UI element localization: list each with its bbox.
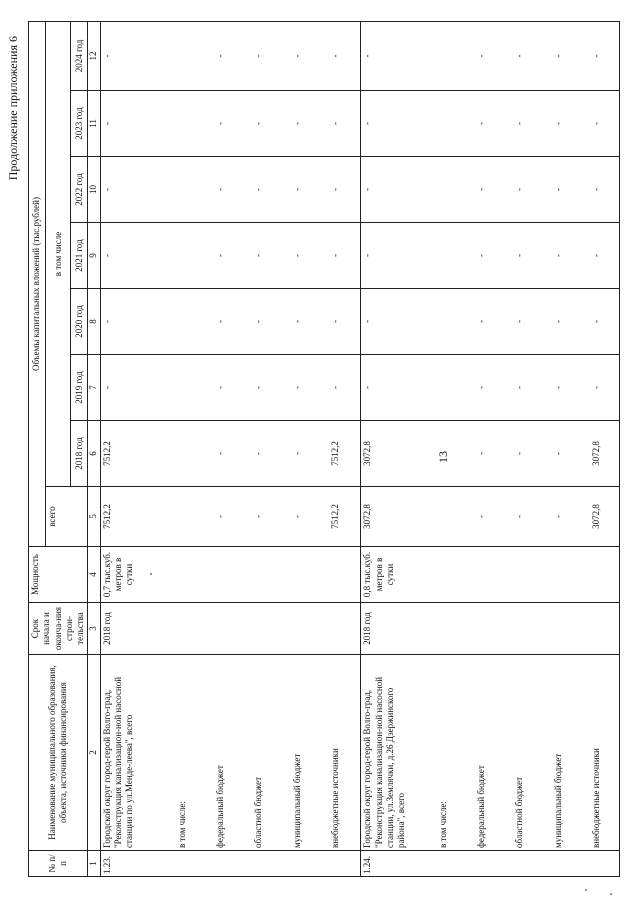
row-2023: [176, 91, 214, 157]
table-row: [513, 21, 551, 876]
row-2024: -: [590, 21, 620, 90]
header-total: всего: [46, 487, 88, 547]
row-2021: -: [513, 223, 551, 289]
row-total: 7512,2: [100, 487, 176, 547]
row-2021: -: [252, 223, 290, 289]
row-2018: [437, 421, 475, 487]
row-2021: -: [329, 223, 361, 289]
row-2021: -: [590, 223, 620, 289]
column-index: 12: [88, 21, 100, 90]
row-2018: -: [252, 421, 290, 487]
header-year: 2021 год: [71, 223, 88, 289]
row-2020: -: [361, 289, 437, 355]
header-name: Наименование муниципального образования, объекта, источники финансирования: [29, 655, 88, 851]
header-year: 2022 год: [71, 157, 88, 223]
row-2019: -: [252, 355, 290, 421]
page-number: 13: [436, 451, 450, 463]
scan-speck: [610, 893, 612, 895]
row-term: [329, 603, 361, 655]
row-2020: -: [590, 289, 620, 355]
row-2022: -: [252, 157, 290, 223]
row-2022: -: [329, 157, 361, 223]
row-2019: [437, 355, 475, 421]
header-power: Мощность: [29, 547, 88, 603]
header-term: Срок начала и оконча-ния строи-тельства: [29, 603, 88, 655]
table-row: [100, 21, 176, 876]
row-name: Городской округ город-герой Волго-град, "Реконструкция канализацион-ной насосной станции по ул.Менде-леева", всего: [100, 655, 176, 851]
row-power: 0,8 тыс.куб. метров в сутки: [361, 547, 437, 603]
header-incl: в том числе: [46, 21, 71, 486]
row-term: [176, 603, 214, 655]
row-2022: -: [100, 157, 176, 223]
column-index: 1: [88, 851, 100, 877]
row-2020: -: [552, 289, 590, 355]
row-2020: -: [214, 289, 252, 355]
row-2023: -: [291, 91, 329, 157]
row-name: федеральный бюджет: [475, 655, 513, 851]
header-no: № п/п: [29, 851, 88, 877]
row-2023: -: [590, 91, 620, 157]
row-number: [437, 851, 475, 877]
row-2023: -: [214, 91, 252, 157]
row-2024: -: [329, 21, 361, 90]
row-power: [437, 547, 475, 603]
row-term: 2018 год: [100, 603, 176, 655]
row-2021: -: [214, 223, 252, 289]
row-2018: 3072,8: [590, 421, 620, 487]
table-row: [590, 21, 620, 876]
row-total: -: [552, 487, 590, 547]
row-2019: -: [329, 355, 361, 421]
row-total: 3072,8: [361, 487, 437, 547]
row-2018: [176, 421, 214, 487]
row-number: [552, 851, 590, 877]
row-name: федеральный бюджет: [214, 655, 252, 851]
row-2022: -: [291, 157, 329, 223]
row-2023: -: [513, 91, 551, 157]
header-year: 2023 год: [71, 91, 88, 157]
row-2019: -: [100, 355, 176, 421]
column-index: 4: [88, 547, 100, 603]
row-2019: -: [475, 355, 513, 421]
row-2018: 3072,8: [361, 421, 437, 487]
header-year: 2018 год: [71, 421, 88, 487]
row-number: [590, 851, 620, 877]
row-number: [176, 851, 214, 877]
row-total: -: [475, 487, 513, 547]
row-total: 7512,2: [329, 487, 361, 547]
row-name: внебюджетные источники: [329, 655, 361, 851]
row-total: -: [214, 487, 252, 547]
row-2020: -: [100, 289, 176, 355]
row-name: в том числе:: [176, 655, 214, 851]
row-power: [513, 547, 551, 603]
row-power: [252, 547, 290, 603]
table-row: [361, 21, 437, 876]
column-index: 2: [88, 655, 100, 851]
row-total: [437, 487, 475, 547]
column-index: 6: [88, 421, 100, 487]
row-number: [329, 851, 361, 877]
table-row: [214, 21, 252, 876]
row-power: 0,7 тыс.куб. метров в сутки: [100, 547, 176, 603]
row-2021: -: [100, 223, 176, 289]
table-header: [29, 21, 101, 876]
table-row: [329, 21, 361, 876]
row-2021: -: [552, 223, 590, 289]
header-year: 2024 год: [71, 21, 88, 90]
column-index: 11: [88, 91, 100, 157]
row-term: [513, 603, 551, 655]
row-2021: -: [291, 223, 329, 289]
capital-investment-table: [28, 21, 620, 877]
row-term: 2018 год: [361, 603, 437, 655]
row-term: [252, 603, 290, 655]
row-2020: [437, 289, 475, 355]
row-2022: -: [214, 157, 252, 223]
scan-speck: [585, 889, 587, 891]
row-2019: -: [214, 355, 252, 421]
row-2018: -: [475, 421, 513, 487]
row-2024: -: [513, 21, 551, 90]
row-name: Городской округ город-герой Волго-град, "Реконструкция канализацион-ной насосной станции, ул.Землячки, д.26 Дзержинского района", всего: [361, 655, 437, 851]
row-power: [590, 547, 620, 603]
row-number: [475, 851, 513, 877]
column-index: 10: [88, 157, 100, 223]
row-term: [475, 603, 513, 655]
row-2018: -: [214, 421, 252, 487]
row-2018: 7512,2: [329, 421, 361, 487]
row-2024: -: [552, 21, 590, 90]
table-row: [252, 21, 290, 876]
row-2022: -: [590, 157, 620, 223]
row-2021: [176, 223, 214, 289]
row-2018: -: [291, 421, 329, 487]
row-2022: [437, 157, 475, 223]
row-2023: -: [252, 91, 290, 157]
row-total: 3072,8: [590, 487, 620, 547]
row-term: [214, 603, 252, 655]
row-2018: -: [552, 421, 590, 487]
row-name: муниципальный бюджет: [552, 655, 590, 851]
row-2020: [176, 289, 214, 355]
row-power: [475, 547, 513, 603]
row-2021: -: [475, 223, 513, 289]
row-2022: -: [513, 157, 551, 223]
row-2019: -: [361, 355, 437, 421]
row-2019: -: [590, 355, 620, 421]
row-2018: 7512,2: [100, 421, 176, 487]
table-row: [475, 21, 513, 876]
row-term: [590, 603, 620, 655]
row-number: [513, 851, 551, 877]
column-index: 3: [88, 603, 100, 655]
row-total: [176, 487, 214, 547]
table-row: [437, 21, 475, 876]
row-2024: -: [100, 21, 176, 90]
row-2022: -: [475, 157, 513, 223]
header-year: 2019 год: [71, 355, 88, 421]
row-total: -: [513, 487, 551, 547]
row-2021: -: [361, 223, 437, 289]
table-row: [176, 21, 214, 876]
row-2024: -: [361, 21, 437, 90]
row-2024: [437, 21, 475, 90]
row-name: внебюджетные источники: [590, 655, 620, 851]
column-index: 9: [88, 223, 100, 289]
table-row: [291, 21, 329, 876]
row-2023: -: [552, 91, 590, 157]
row-2024: [176, 21, 214, 90]
row-2023: -: [100, 91, 176, 157]
row-2022: -: [552, 157, 590, 223]
header-index-row: [88, 21, 100, 876]
row-number: 1.23.: [100, 851, 176, 877]
row-power: [176, 547, 214, 603]
header-volumes: Объемы капитальных вложений (тыс.рублей): [29, 21, 46, 546]
table-body: [100, 21, 620, 876]
row-name: областной бюджет: [513, 655, 551, 851]
row-2022: [176, 157, 214, 223]
row-2020: -: [329, 289, 361, 355]
row-2020: -: [475, 289, 513, 355]
row-2020: -: [513, 289, 551, 355]
row-name: в том числе:: [437, 655, 475, 851]
row-number: [214, 851, 252, 877]
row-2024: -: [214, 21, 252, 90]
row-name: областной бюджет: [252, 655, 290, 851]
row-2018: -: [513, 421, 551, 487]
row-term: [291, 603, 329, 655]
row-total: -: [291, 487, 329, 547]
column-index: 8: [88, 289, 100, 355]
row-term: [437, 603, 475, 655]
row-2020: -: [252, 289, 290, 355]
row-power: [291, 547, 329, 603]
row-power: [552, 547, 590, 603]
row-2023: -: [361, 91, 437, 157]
row-number: 1.24.: [361, 851, 437, 877]
row-2024: -: [475, 21, 513, 90]
header-year: 2020 год: [71, 289, 88, 355]
row-2023: [437, 91, 475, 157]
column-index: 5: [88, 487, 100, 547]
row-2024: -: [252, 21, 290, 90]
row-2024: -: [291, 21, 329, 90]
row-2022: -: [361, 157, 437, 223]
row-2019: [176, 355, 214, 421]
row-number: [291, 851, 329, 877]
row-2019: -: [291, 355, 329, 421]
row-2020: -: [291, 289, 329, 355]
row-2023: -: [475, 91, 513, 157]
continuation-note: Продолжение приложения 6: [6, 36, 20, 181]
row-2019: -: [552, 355, 590, 421]
column-index: 7: [88, 355, 100, 421]
row-power: [214, 547, 252, 603]
row-2023: -: [329, 91, 361, 157]
scan-speck: [150, 573, 152, 575]
table-row: [552, 21, 590, 876]
row-name: муниципальный бюджет: [291, 655, 329, 851]
row-total: -: [252, 487, 290, 547]
row-power: [329, 547, 361, 603]
row-2021: [437, 223, 475, 289]
row-2019: -: [513, 355, 551, 421]
row-term: [552, 603, 590, 655]
row-number: [252, 851, 290, 877]
